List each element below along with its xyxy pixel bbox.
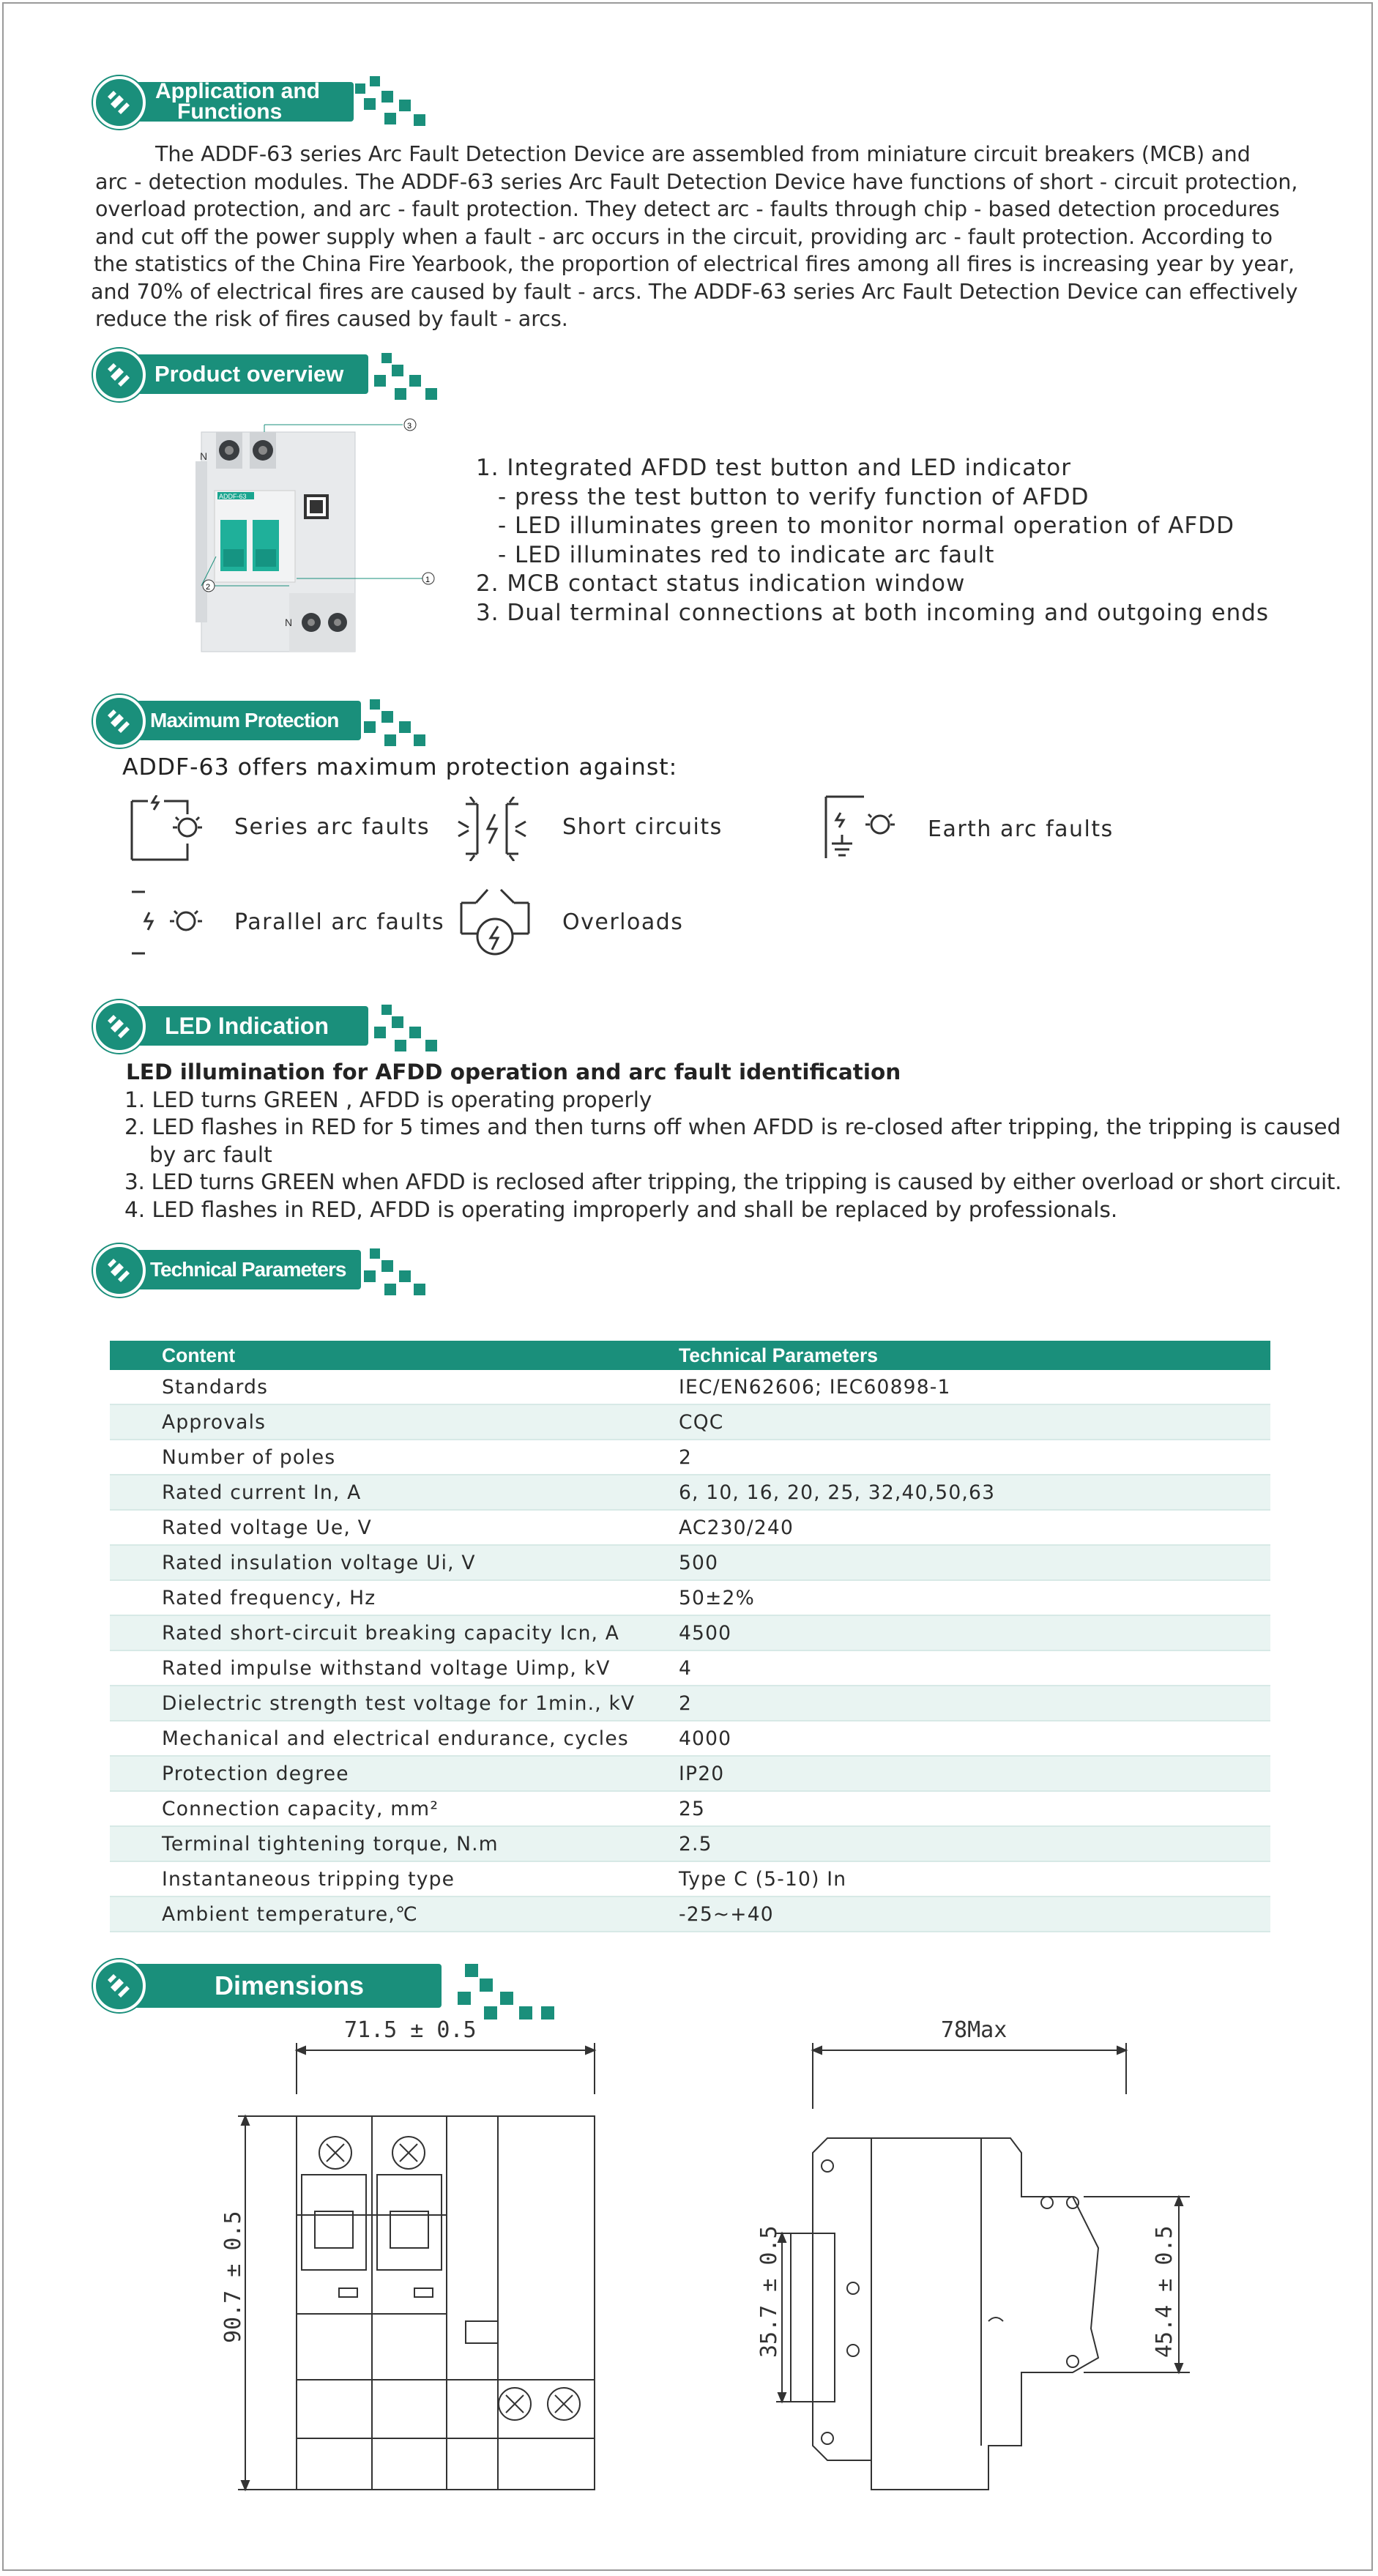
param-name: Rated insulation voltage Ui, V <box>110 1545 679 1580</box>
section-title: LED Indication <box>134 1006 368 1046</box>
param-value: Type C (5-10) In <box>679 1861 1270 1896</box>
param-name: Instantaneous tripping type <box>110 1861 679 1896</box>
led-line: 2. LED flashes in RED for 5 times and then turns off when AFDD is re-closed after tripping, the tripping is caused <box>124 1114 1341 1139</box>
dim-side-width: 78Max <box>941 2017 1008 2043</box>
param-value: 25 <box>679 1791 1270 1826</box>
section-title: Maximum Protection <box>134 701 361 740</box>
section-title-line2: Functions <box>177 100 283 124</box>
table-row <box>110 1475 1270 1510</box>
table-row <box>110 1721 1270 1756</box>
param-name: Number of poles <box>110 1440 679 1475</box>
overview-item: 2. MCB contact status indication window <box>476 570 966 597</box>
param-value: 500 <box>679 1545 1270 1580</box>
led-line: by arc fault <box>149 1142 272 1167</box>
param-name: Rated current In, A <box>110 1475 679 1510</box>
parallel-arc-fault-icon <box>126 886 206 959</box>
section-header-led <box>92 997 458 1056</box>
section-title: Product overview <box>134 354 368 394</box>
param-value: IEC/EN62606; IEC60898-1 <box>679 1370 1270 1404</box>
param-value: -25~+40 <box>679 1896 1270 1932</box>
table-header-row <box>110 1341 1270 1370</box>
dim-side-outer: 45.4 ± 0.5 <box>1152 2225 1177 2358</box>
application-paragraph <box>88 141 1298 333</box>
table-row <box>110 1404 1270 1440</box>
table-row <box>110 1440 1270 1475</box>
protection-item-series-arc: Series arc faults <box>234 814 431 840</box>
param-value: 2 <box>679 1686 1270 1721</box>
param-name: Rated short-circuit breaking capacity Icn, A <box>110 1615 679 1650</box>
table-row <box>110 1861 1270 1896</box>
logo-icon <box>92 693 147 749</box>
protection-intro: ADDF-63 offers maximum protection against: <box>122 754 678 781</box>
table-row <box>110 1756 1270 1791</box>
section-title-line1: Application and <box>155 79 320 103</box>
dimension-drawing <box>0 2006 1378 2519</box>
logo-icon <box>92 999 147 1054</box>
led-title: LED illumination for AFDD operation and arc fault identification <box>126 1060 901 1084</box>
application-line: and cut off the power supply when a fault - arc occurs in the circuit, providing arc - fault protection. According to <box>95 224 1273 249</box>
table-row <box>110 1826 1270 1861</box>
application-line: arc - detection modules. The ADDF-63 series Arc Fault Detection Device have functions of short - circuit protection, <box>95 169 1298 194</box>
param-value: 50±2% <box>679 1580 1270 1615</box>
section-title: Technical Parameters <box>134 1250 361 1289</box>
section-header-overview <box>92 346 458 404</box>
overview-list <box>476 454 1269 628</box>
earth-arc-fault-icon <box>820 791 901 864</box>
param-value: AC230/240 <box>679 1510 1270 1545</box>
section-header-application <box>92 73 458 132</box>
table-row <box>110 1545 1270 1580</box>
param-value: 4500 <box>679 1615 1270 1650</box>
dim-front-height: 90.7 ± 0.5 <box>220 2211 246 2343</box>
dim-side-inner: 35.7 ± 0.5 <box>756 2225 782 2358</box>
technical-table <box>110 1341 1270 1932</box>
led-line: 3. LED turns GREEN when AFDD is reclosed after tripping, the tripping is caused by either overload or short circuit. <box>124 1169 1342 1194</box>
param-name: Rated frequency, Hz <box>110 1580 679 1615</box>
callout-2: 2 <box>206 583 211 592</box>
overload-icon <box>455 882 536 960</box>
column-header: Content <box>110 1341 679 1370</box>
protection-item-short-circuit: Short circuits <box>562 814 723 840</box>
overview-item: - press the test button to verify function of AFDD <box>498 483 1090 510</box>
param-value: 4 <box>679 1650 1270 1686</box>
application-line: overload protection, and arc - fault protection. They detect arc - faults through chip - based detection procedures <box>95 197 1280 221</box>
svg-text:N: N <box>285 617 293 628</box>
column-header: Technical Parameters <box>679 1341 1270 1370</box>
param-name: Connection capacity, mm² <box>110 1791 679 1826</box>
param-value: 2 <box>679 1440 1270 1475</box>
section-header-protection <box>92 692 458 751</box>
table-row <box>110 1370 1270 1404</box>
param-value: 6, 10, 16, 20, 25, 32,40,50,63 <box>679 1475 1270 1510</box>
table-row <box>110 1510 1270 1545</box>
param-value: 2.5 <box>679 1826 1270 1861</box>
led-indication-block <box>126 1059 1341 1224</box>
table-row <box>110 1650 1270 1686</box>
param-name: Rated impulse withstand voltage Uimp, kV <box>110 1650 679 1686</box>
dim-front-width: 71.5 ± 0.5 <box>344 2017 477 2043</box>
table-row <box>110 1580 1270 1615</box>
application-line: The ADDF-63 series Arc Fault Detection Device are assembled from miniature circuit breakers (MCB) and <box>155 142 1251 166</box>
callout-3: 3 <box>407 422 412 431</box>
table-row <box>110 1615 1270 1650</box>
param-name: Terminal tightening torque, N.m <box>110 1826 679 1861</box>
table-row <box>110 1896 1270 1932</box>
param-name: Mechanical and electrical endurance, cycles <box>110 1721 679 1756</box>
param-value: CQC <box>679 1404 1270 1440</box>
param-name: Dielectric strength test voltage for 1min., kV <box>110 1686 679 1721</box>
overview-item: 3. Dual terminal connections at both incoming and outgoing ends <box>476 599 1270 626</box>
param-value: 4000 <box>679 1721 1270 1756</box>
application-line: the statistics of the China Fire Yearbook, the proportion of electrical fires among all fires is increasing year by year, <box>94 252 1295 276</box>
callout-1: 1 <box>425 576 431 584</box>
table-row <box>110 1791 1270 1826</box>
led-line: 1. LED turns GREEN , AFDD is operating properly <box>124 1087 652 1112</box>
overview-item: 1. Integrated AFDD test button and LED indicator <box>476 455 1071 481</box>
protection-item-overload: Overloads <box>562 909 684 935</box>
param-value: IP20 <box>679 1756 1270 1791</box>
protection-item-parallel-arc: Parallel arc faults <box>234 909 445 935</box>
product-image <box>194 410 443 666</box>
series-arc-fault-icon <box>126 795 206 866</box>
led-line: 4. LED flashes in RED, AFDD is operating improperly and shall be replaced by professionals. <box>124 1196 1118 1222</box>
application-line: reduce the risk of fires caused by fault - arcs. <box>95 307 568 331</box>
brand-label: ADDF-63 <box>219 493 247 500</box>
protection-item-earth-arc: Earth arc faults <box>928 816 1114 842</box>
application-line: and 70% of electrical fires are caused by fault - arcs. The ADDF-63 series Arc Fault Detection Device can effectively <box>91 279 1298 304</box>
section-title: Dimensions <box>134 1964 442 2008</box>
logo-icon <box>92 75 147 130</box>
param-name: Approvals <box>110 1404 679 1440</box>
param-name: Ambient temperature,℃ <box>110 1896 679 1932</box>
overview-item: - LED illuminates green to monitor normal operation of AFDD <box>498 513 1234 539</box>
short-circuit-icon <box>455 797 529 861</box>
logo-icon <box>92 1243 147 1298</box>
section-header-technical <box>92 1241 458 1300</box>
terminal-label: N <box>200 450 208 462</box>
param-name: Standards <box>110 1370 679 1404</box>
table-row <box>110 1686 1270 1721</box>
param-name: Protection degree <box>110 1756 679 1791</box>
param-name: Rated voltage Ue, V <box>110 1510 679 1545</box>
logo-icon <box>92 347 147 403</box>
logo-icon <box>92 1958 147 2014</box>
overview-item: - LED illuminates red to indicate arc fault <box>498 541 995 568</box>
